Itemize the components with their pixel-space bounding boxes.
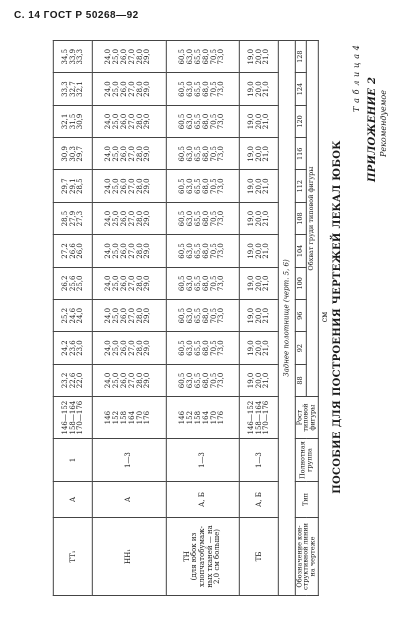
subheader: Заднее полотнище (черт. 5, 6) bbox=[279, 41, 295, 596]
group-cell: 1 bbox=[54, 439, 93, 482]
value-cell: 19,0 20,0 21,0 bbox=[240, 364, 279, 396]
header-girth: 112 bbox=[295, 170, 307, 202]
value-cell: 26,2 25,6 25,0 bbox=[54, 267, 93, 299]
value-cell: 24,0 25,0 26,0 27,0 28,0 29,0 bbox=[93, 267, 167, 299]
header-girth: 92 bbox=[295, 332, 307, 364]
header-girth: 88 bbox=[295, 364, 307, 396]
value-cell: 24,0 25,0 26,0 27,0 28,0 29,0 bbox=[93, 300, 167, 332]
line-name-cell: ТТ₁ bbox=[54, 518, 93, 596]
group-cell: 1—3 bbox=[240, 439, 279, 482]
header-girth: 96 bbox=[295, 300, 307, 332]
value-cell: 60,5 63,0 65,5 68,0 70,5 73,0 bbox=[166, 73, 240, 105]
header-line-name: Обозначение кон-структивной линии на чертеже bbox=[295, 518, 318, 596]
value-cell: 19,0 20,0 21,0 bbox=[240, 105, 279, 137]
line-name-cell: ТН (для юбок из хлопчатобумаж-ных тканей — на 2,0 см больше) bbox=[166, 518, 240, 596]
value-cell: 60,5 63,0 65,5 68,0 70,5 73,0 bbox=[166, 300, 240, 332]
line-name-cell: НН₁ bbox=[93, 518, 167, 596]
value-cell: 24,0 25,0 26,0 27,0 28,0 29,0 bbox=[93, 41, 167, 73]
header-girth: 116 bbox=[295, 138, 307, 170]
value-cell: 19,0 20,0 21,0 bbox=[240, 41, 279, 73]
value-cell: 25,2 24,6 24,0 bbox=[54, 300, 93, 332]
header-girth: 100 bbox=[295, 267, 307, 299]
table-row bbox=[54, 41, 93, 596]
value-cell: 23,2 22,6 22,0 bbox=[54, 364, 93, 396]
table-number: Т а б л и ц а 4 bbox=[352, 44, 361, 112]
header-girth: 128 bbox=[295, 41, 307, 73]
value-cell: 33,3 32,7 32,1 bbox=[54, 73, 93, 105]
value-cell: 24,0 25,0 26,0 27,0 28,0 29,0 bbox=[93, 105, 167, 137]
header-group: Полнотная группа bbox=[295, 439, 318, 482]
subheader-row bbox=[279, 41, 295, 596]
value-cell: 24,0 25,0 26,0 27,0 28,0 29,0 bbox=[93, 170, 167, 202]
recommended-label: Рекомендуемое bbox=[379, 90, 388, 157]
table-row bbox=[93, 41, 167, 596]
value-cell: 19,0 20,0 21,0 bbox=[240, 202, 279, 234]
height-cell: 146—152 158—164 170—176 bbox=[240, 397, 279, 439]
group-cell: 1—3 bbox=[93, 439, 167, 482]
data-table bbox=[53, 40, 319, 596]
value-cell: 24,0 25,0 26,0 27,0 28,0 29,0 bbox=[93, 73, 167, 105]
page-header: С. 14 ГОСТ Р 50268—92 bbox=[14, 10, 139, 21]
value-cell: 24,0 25,0 26,0 27,0 28,0 29,0 bbox=[93, 364, 167, 396]
line-name-cell: ТБ bbox=[240, 518, 279, 596]
table-row bbox=[240, 41, 279, 596]
value-cell: 60,5 63,0 65,5 68,0 70,5 73,0 bbox=[166, 267, 240, 299]
height-cell: 146—152 158—164 170—176 bbox=[54, 397, 93, 439]
type-cell: А, Б bbox=[240, 482, 279, 518]
value-cell: 19,0 20,0 21,0 bbox=[240, 300, 279, 332]
value-cell: 30,9 30,3 29,7 bbox=[54, 138, 93, 170]
table-row bbox=[166, 41, 240, 596]
height-cell: 146 152 158 164 170 176 bbox=[166, 397, 240, 439]
value-cell: 60,5 63,0 65,5 68,0 70,5 73,0 bbox=[166, 105, 240, 137]
header-girth: 108 bbox=[295, 202, 307, 234]
value-cell: 19,0 20,0 21,0 bbox=[240, 170, 279, 202]
value-cell: 60,5 63,0 65,5 68,0 70,5 73,0 bbox=[166, 41, 240, 73]
header-height: Рост типовой фигуры bbox=[295, 397, 318, 439]
type-cell: А bbox=[54, 482, 93, 518]
value-cell: 60,5 63,0 65,5 68,0 70,5 73,0 bbox=[166, 364, 240, 396]
value-cell: 32,1 31,5 30,9 bbox=[54, 105, 93, 137]
value-cell: 29,7 29,1 28,5 bbox=[54, 170, 93, 202]
header-girth: 124 bbox=[295, 73, 307, 105]
height-cell: 146 152 158 164 170 176 bbox=[93, 397, 167, 439]
value-cell: 24,0 25,0 26,0 27,0 28,0 29,0 bbox=[93, 235, 167, 267]
header-girth: 104 bbox=[295, 235, 307, 267]
header-girth-group: Обхват груди типовой фигуры bbox=[307, 41, 319, 397]
group-cell: 1—3 bbox=[166, 439, 240, 482]
value-cell: 34,5 33,9 33,3 bbox=[54, 41, 93, 73]
appendix-title: ПРИЛОЖЕНИЕ 2 bbox=[367, 76, 378, 182]
value-cell: 24,0 25,0 26,0 27,0 28,0 29,0 bbox=[93, 138, 167, 170]
value-cell: 19,0 20,0 21,0 bbox=[240, 73, 279, 105]
value-cell: 28,5 27,9 27,3 bbox=[54, 202, 93, 234]
value-cell: 60,5 63,0 65,5 68,0 70,5 73,0 bbox=[166, 138, 240, 170]
table-unit: см bbox=[320, 311, 329, 323]
header-type: Тип bbox=[295, 482, 318, 518]
value-cell: 60,5 63,0 65,5 68,0 70,5 73,0 bbox=[166, 235, 240, 267]
value-cell: 24,0 25,0 26,0 27,0 28,0 29,0 bbox=[93, 202, 167, 234]
value-cell: 60,5 63,0 65,5 68,0 70,5 73,0 bbox=[166, 202, 240, 234]
header-row bbox=[307, 41, 319, 596]
table-title: ПОСОБИЕ ДЛЯ ПОСТРОЕНИЯ ЧЕРТЕЖЕЙ ЛЕКАЛ ЮБОК bbox=[332, 140, 343, 494]
value-cell: 24,2 23,6 23,0 bbox=[54, 332, 93, 364]
value-cell: 19,0 20,0 21,0 bbox=[240, 267, 279, 299]
rotated-content bbox=[26, 22, 396, 612]
value-cell: 60,5 63,0 65,5 68,0 70,5 73,0 bbox=[166, 170, 240, 202]
value-cell: 24,0 25,0 26,0 27,0 28,0 29,0 bbox=[93, 332, 167, 364]
value-cell: 19,0 20,0 21,0 bbox=[240, 332, 279, 364]
value-cell: 27,2 26,6 26,0 bbox=[54, 235, 93, 267]
header-girth: 120 bbox=[295, 105, 307, 137]
value-cell: 60,5 63,0 65,5 68,0 70,5 73,0 bbox=[166, 332, 240, 364]
type-cell: А, Б bbox=[166, 482, 240, 518]
value-cell: 19,0 20,0 21,0 bbox=[240, 138, 279, 170]
type-cell: А bbox=[93, 482, 167, 518]
value-cell: 19,0 20,0 21,0 bbox=[240, 235, 279, 267]
